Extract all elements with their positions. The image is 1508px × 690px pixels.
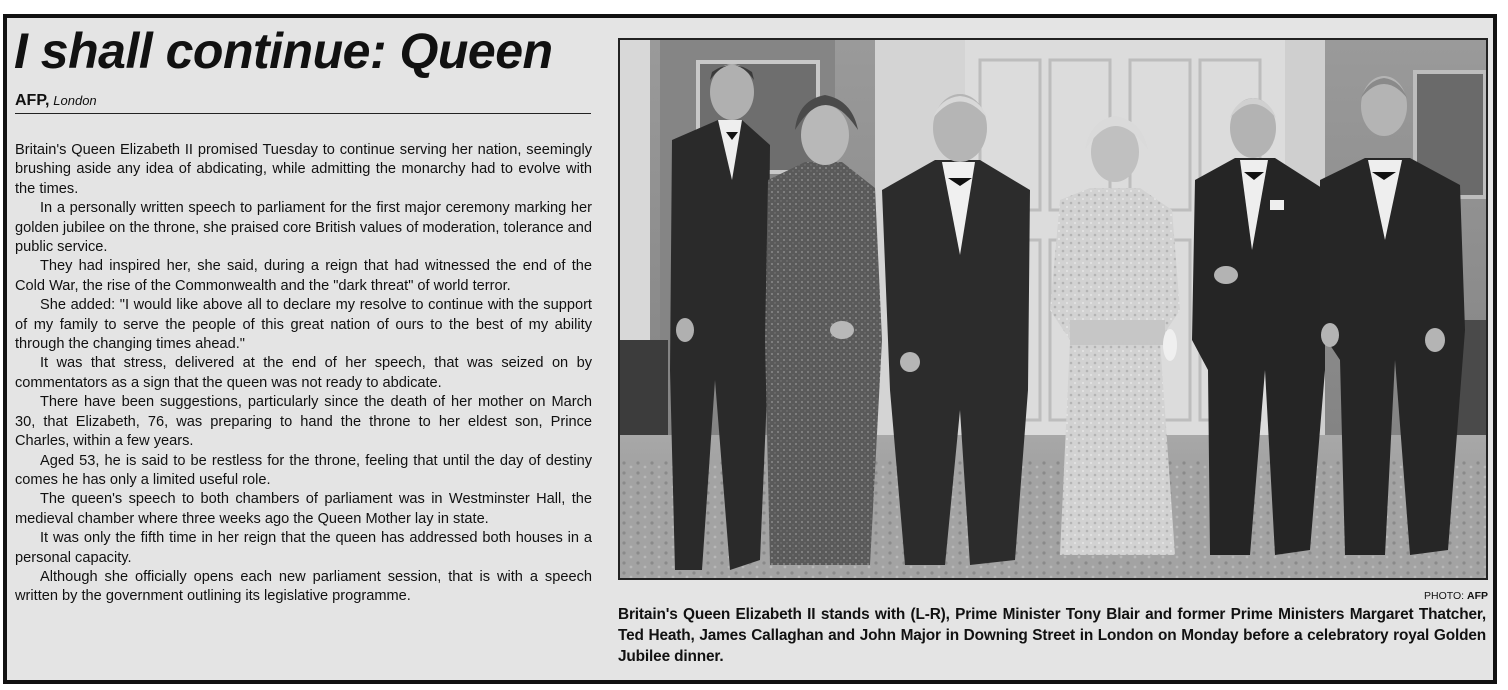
- article-paragraph: Britain's Queen Elizabeth II promised Tuesday to continue serving her nation, seemingly brushing aside any idea of abdicating, while admitting the monarchy had to evolve with the times.: [15, 142, 592, 197]
- article-paragraph: There have been suggestions, particularly since the death of her mother on March 30, that Elizabeth, 76, was preparing to hand the throne to her eldest son, Prince Charles, within a few years.: [15, 394, 592, 450]
- article-paragraph: Aged 53, he is said to be restless for the throne, feeling that until the day of destiny comes he has only a limited useful role.: [15, 452, 592, 488]
- byline-agency: AFP,: [15, 92, 50, 109]
- article-paragraph: In a personally written speech to parliament for the first major ceremony marking her golden jubilee on the throne, she praised core British values of moderation, tolerance and public service.: [15, 200, 592, 256]
- article-paragraph: Although she officially opens each new parliament session, that is with a speech written by the government outlining its legislative programme.: [15, 568, 592, 605]
- byline-city: London: [53, 93, 97, 108]
- article-paragraph: They had inspired her, she said, during a reign that had witnessed the end of the Cold War, the rise of the Commonwealth and the "dark threat" of world terror.: [15, 258, 592, 294]
- news-photo-illustration: [620, 40, 1486, 578]
- headline: I shall continue: Queen: [14, 23, 553, 79]
- article-paragraph: It was that stress, delivered at the end of her speech, that was seized on by commentators as a sign that the queen was not ready to abdicate.: [15, 355, 592, 391]
- photo-caption: Britain's Queen Elizabeth II stands with (L-R), Prime Minister Tony Blair and former Prime Ministers Margaret Thatcher, Ted Heath, James Callaghan and John Major in Downing Street in London on Monday before a celebratory royal Golden Jubilee dinner.: [618, 606, 1486, 665]
- article-body: [15, 141, 592, 607]
- news-photo: [618, 38, 1488, 580]
- article-paragraph: The queen's speech to both chambers of parliament was in Westminster Hall, the medieval chamber where three weeks ago the Queen Mother lay in state.: [15, 491, 592, 527]
- article-paragraph: She added: "I would like above all to declare my resolve to continue with the support of my family to serve the people of this great nation of ours to the best of my ability through the changing times ahead.": [15, 297, 592, 353]
- photo-credit-label: PHOTO:: [1424, 590, 1465, 602]
- photo-credit-source: AFP: [1467, 590, 1488, 602]
- photo-credit: [1424, 590, 1488, 602]
- byline: [15, 92, 591, 114]
- article-paragraph: It was only the fifth time in her reign that the queen has addressed both houses in a personal capacity.: [15, 530, 592, 566]
